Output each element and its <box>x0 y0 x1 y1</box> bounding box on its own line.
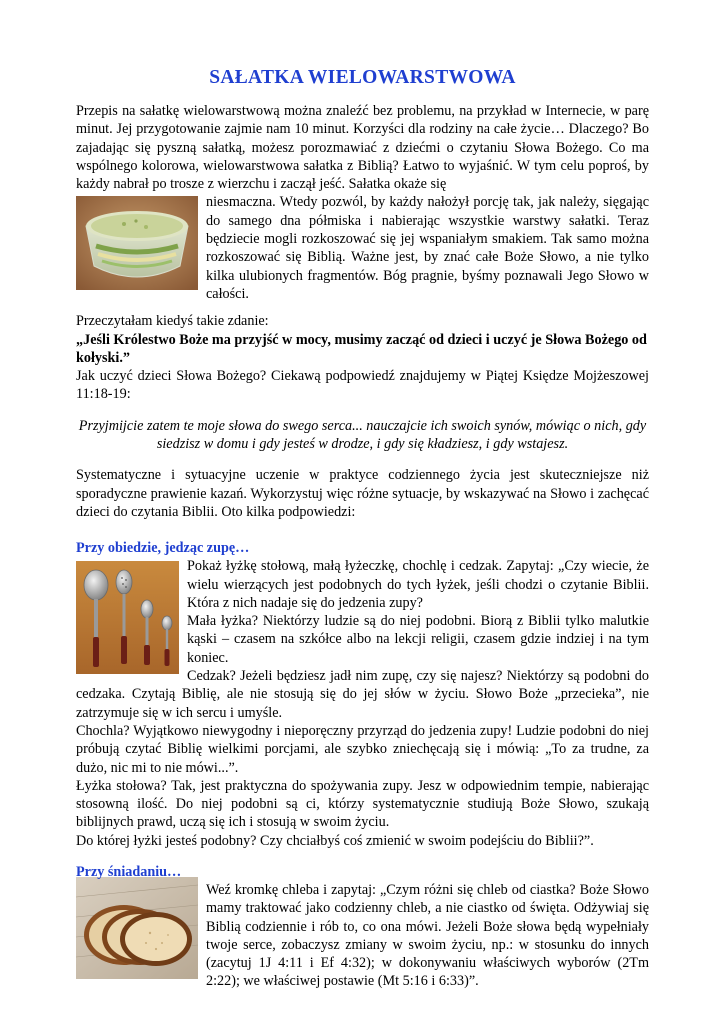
scripture-quote: Przyjmijcie zatem te moje słowa do swego serca... nauczajcie ich swoich synów, mówiąc o nich, gdy siedzisz w domu i gdy jesteś w drodze, i gdy się kładziesz, i gdy wstajesz. <box>78 417 647 453</box>
intro-paragraph-top: Przepis na sałatkę wielowarstwową można znaleźć bez problemu, na przykład w Internecie, w parę minut. Jej przygotowanie zajmie nam 10 minut. Korzyści dla rodziny na całe życie… Dlaczego? Bo zajadając się pyszną sałatką, możesz porozmawiać z dziećmi o czytaniu Słowa Bożego. Co ma wspólnego kolorowa, wielowarstwowa sałatka z Biblią? Łatwo to wyjaśnić. W tym celu poproś, by każdy nabrał po trosze z wierzchu i zaczął jeść. Sałatka okaże się <box>76 103 649 193</box>
dinner-paragraph-3: Cedzak? Jeżeli będziesz jadł nim zupę, czy się najesz? Niektórzy są podobni do cedzaka. Czytają Biblię, ale nie stosują się do jej słów w życiu. Słowo Boże „przecieka”, nie zatrzymuje się w ich sercu i umyśle. <box>76 668 649 721</box>
scripture-question: Jak uczyć dzieci Słowa Bożego? Ciekawą podpowiedź znajdujemy w Piątej Księdze Mojżeszowej 11:18-19: <box>76 368 649 403</box>
intro-block-with-image <box>76 193 649 303</box>
dinner-block <box>76 557 649 850</box>
intro-paragraph-beside-image: niesmaczna. Wtedy pozwól, by każdy nałożył porcję tak, jak należy, sięgając do samego dna półmiska i nabierając wszystkie warstwy sałatki. Teraz będziecie mogli rozkoszować się jej wspaniałym smakiem. Tak samo można rozkoszować się Biblią. Ważne jest, by znać całe Boże Słowo, a nie tylko kilka ulubionych fragmentów. Bóg pragnie, byśmy poznawali Jego Słowo w całości. <box>206 194 649 302</box>
dinner-paragraph-2: Mała łyżka? Niektórzy ludzie są do niej podobni. Biorą z Biblii tylko malutkie kąski – czasem na szkółce albo na lekcji religii, czasem gdzie indziej i na tym koniec. <box>187 613 649 666</box>
salad-bowl-photo-icon <box>76 196 198 290</box>
dinner-paragraph-5: Łyżka stołowa? Tak, jest praktyczna do spożywania zupy. Jesz w odpowiednim tempie, nabierając stosowną ilość. Do niej podobni są ci, którzy systematycznie studiują Boże Słowo, szukają biblijnych prawd, uczą się ich i stosują w swoim życiu. <box>76 777 649 831</box>
breakfast-paragraph-1: Weź kromkę chleba i zapytaj: „Czym różni się chleb od ciastka? Boże Słowo mamy traktować jako codzienny chleb, a nie ciastko od święta. Odżywiaj się Biblią codziennie i rób to, co ona mówi. Jeżeli Boże słowa będą wypełniały twoje serce, zobaczysz zmiany w swoim życiu, np.: w stosunku do innych (zacytuj 1J 4:11 i Ef 4:32); w dokonywaniu właściwych wyborów (2Tm 2:22); we właściwej postawie (Mt 5:16 i 6:33)”. <box>206 881 649 990</box>
dinner-paragraph-6: Do której łyżki jesteś podobny? Czy chciałbyś coś zmienić w swoim podejściu do Biblii?”. <box>76 832 594 849</box>
breakfast-block <box>76 881 649 991</box>
section-heading-breakfast: Przy śniadaniu… <box>76 863 182 880</box>
dinner-paragraph-4: Chochla? Wyjątkowo niewygodny i nieporęczny przyrząd do jedzenia zupy! Ludzie podobni do niej próbują czytać Biblię wielkimi porcjami, ale szybko zniechęcają się i mówią: „To za trudne, za dużo, nic mi to nie mówi...”. <box>76 722 649 776</box>
quote-lead: Przeczytałam kiedyś takie zdanie: <box>76 313 269 330</box>
spoons-ladle-strainer-photo-icon <box>76 561 179 674</box>
sliced-bread-photo-icon <box>76 877 198 979</box>
document-page <box>76 66 649 991</box>
bold-quote: „Jeśli Królestwo Boże ma przyjść w mocy, musimy zacząć od dzieci i uczyć je Słowa Bożego od kołyski.” <box>76 331 647 366</box>
conclusion-paragraph: Systematyczne i sytuacyjne uczenie w praktyce codziennego życia jest skuteczniejsze niż sporadyczne prawienie kazań. Wykorzystuj więc różne sytuacje, by wskazywać na Słowo i zachęcać dzieci do czytania Biblii. Oto kilka podpowiedzi: <box>76 467 649 520</box>
dinner-paragraph-1: Pokaż łyżkę stołową, małą łyżeczkę, chochlę i cedzak. Zapytaj: „Czy wiecie, że wielu wierzących jest podobnych do tych łyżek, jeśli chodzi o czytanie Biblii. Która z nich nadaje się do jedzenia zupy? <box>187 558 649 611</box>
page-title: SAŁATKA WIELOWARSTWOWA <box>209 67 516 88</box>
section-heading-dinner: Przy obiedzie, jedząc zupę… <box>76 540 250 557</box>
